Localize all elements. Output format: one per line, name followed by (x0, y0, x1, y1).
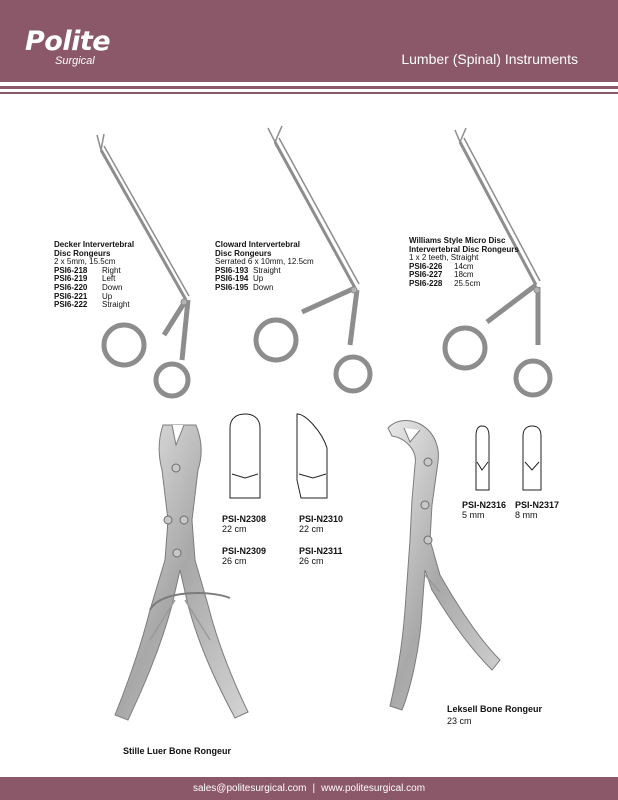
product-code: PSI6-222 (54, 300, 88, 310)
stille-luer-rongeur-illustration (115, 425, 248, 720)
product-code: PSI-N2308 (222, 514, 267, 524)
jaw-outline-icon (230, 414, 327, 498)
stille-variant (222, 514, 266, 534)
list-item (409, 280, 519, 289)
product-code: PSI-N2317 (515, 500, 560, 510)
product-desc: Up (102, 291, 113, 301)
product-length: 22 cm (299, 524, 324, 534)
footer-bar (0, 777, 618, 800)
leksell-variant (462, 500, 506, 520)
product-desc: Right (102, 265, 121, 275)
jaw-outline-icon (476, 426, 541, 490)
product-length: 26 cm (222, 556, 247, 566)
cloward-title-line2: Disc Rongeurs (215, 248, 272, 258)
footer-website-link[interactable]: www.politesurgical.com (321, 783, 426, 794)
product-desc: 25.5cm (454, 278, 481, 288)
product-desc: Down (102, 282, 123, 292)
product-code: PSI6-194 (215, 274, 249, 284)
product-length: 26 cm (299, 556, 324, 566)
list-item (215, 284, 314, 293)
product-code: PSI6-226 (409, 261, 443, 271)
stille-variant (222, 546, 266, 566)
product-size: 5 mm (462, 510, 485, 520)
williams-title-line2: Intervertebral Disc Rongeurs (409, 244, 519, 254)
product-code: PSI6-219 (54, 274, 88, 284)
product-code: PSI6-195 (215, 282, 249, 292)
product-code: PSI-N2311 (299, 546, 343, 556)
stille-variant (299, 514, 343, 534)
leksell-length: 23 cm (447, 716, 472, 726)
decker-spec: 2 x 5mm, 15.5cm (54, 257, 116, 267)
product-desc: 18cm (454, 270, 474, 280)
product-desc: Straight (102, 300, 130, 310)
stille-caption: Stille Luer Bone Rongeur (123, 746, 232, 756)
product-code: PSI6-228 (409, 278, 443, 288)
cloward-title-line1: Cloward Intervertebral (215, 240, 300, 249)
product-code: PSI-N2316 (462, 500, 507, 510)
product-desc: Down (253, 282, 274, 292)
decker-spec-block (54, 241, 134, 310)
list-item (54, 301, 134, 310)
product-code: PSI6-221 (54, 291, 88, 301)
product-desc: Left (102, 274, 116, 284)
product-code: PSI6-193 (215, 265, 249, 275)
leksell-variant (515, 500, 559, 520)
leksell-rongeur-illustration (388, 421, 500, 710)
footer-email-link[interactable]: sales@politesurgical.com (192, 783, 307, 794)
product-length: 22 cm (222, 524, 247, 534)
williams-spec: 1 x 2 teeth, Straight (409, 253, 479, 263)
decker-title-line2: Disc Rongeurs (54, 248, 111, 258)
product-desc: Up (253, 274, 264, 284)
page-title: Lumber (Spinal) Instruments (401, 51, 578, 67)
footer-separator: | (312, 783, 316, 794)
product-desc: 14cm (454, 261, 474, 271)
williams-title-line1: Williams Style Micro Disc (409, 236, 506, 245)
brand-name: Polite (25, 26, 111, 57)
product-code: PSI-N2309 (222, 546, 267, 556)
leksell-caption: Leksell Bone Rongeur (447, 704, 543, 714)
stille-variant (299, 546, 343, 566)
decker-title-line1: Decker Intervertebral (54, 240, 135, 249)
product-desc: Straight (253, 265, 281, 275)
brand-subtitle: Surgical (55, 55, 95, 67)
williams-spec-block (409, 237, 519, 289)
product-code: PSI-N2310 (299, 514, 344, 524)
cloward-spec-block (215, 241, 314, 293)
product-code: PSI6-218 (54, 265, 88, 275)
product-code: PSI6-227 (409, 270, 443, 280)
product-code: PSI6-220 (54, 282, 88, 292)
cloward-spec: Serrated 6 x 10mm, 12.5cm (215, 257, 314, 267)
product-size: 8 mm (515, 510, 538, 520)
